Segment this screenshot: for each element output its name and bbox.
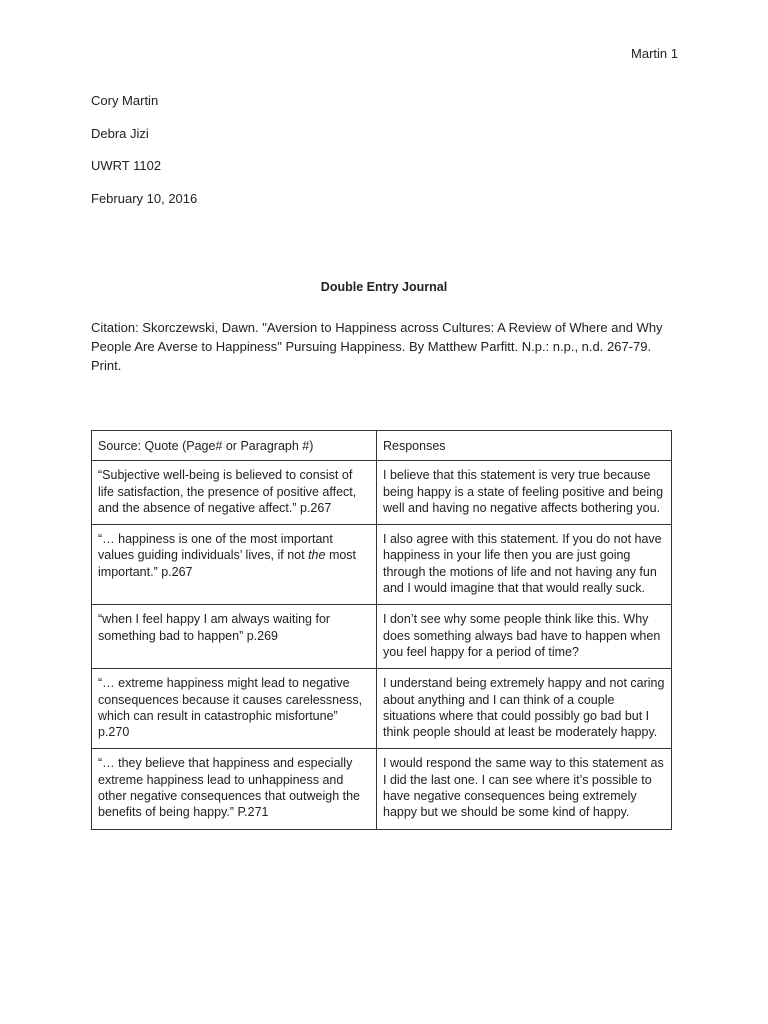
journal-table	[91, 430, 672, 830]
running-head: Martin 1	[631, 46, 678, 61]
quote-emphasis: the	[308, 548, 326, 563]
course-name: UWRT 1102	[91, 158, 162, 173]
quote-cell: “… they believe that happiness and especially extreme happiness lead to unhappiness and other negative consequences that outweigh the benefits of being happy.” P.271	[92, 749, 377, 829]
citation: Citation: Skorczewski, Dawn. "Aversion to Happiness across Cultures: A Review of Where and Why People Are Averse to Happiness" Pursuing Happiness. By Matthew Parfitt. N.p.: n.p., n.d. 267-79. Print.	[91, 320, 663, 373]
table-row	[92, 669, 672, 749]
quote-cell: “Subjective well-being is believed to consist of life satisfaction, the presence of positive affect, and the absence of negative affect.” p.267	[92, 461, 377, 525]
quote-cell: “when I feel happy I am always waiting for something bad to happen” p.269	[92, 605, 377, 669]
response-cell: I would respond the same way to this statement as I did the last one. I can see where it’s possible to have negative consequences being extremely happy but we should be some kind of happy.	[377, 749, 672, 829]
quote-cell	[92, 525, 377, 605]
student-name: Cory Martin	[91, 93, 159, 108]
table-row	[92, 605, 672, 669]
table-row	[92, 749, 672, 829]
response-cell: I believe that this statement is very true because being happy is a state of feeling positive and being well and having no negative affects bothering you.	[377, 461, 672, 525]
table-header-row	[92, 431, 672, 461]
quote-text: “… happiness is one of the most important values guiding individuals’ lives, if not	[98, 532, 333, 563]
table-row	[92, 461, 672, 525]
header-responses: Responses	[377, 431, 672, 461]
quote-text: most important.” p.267	[98, 548, 357, 579]
response-cell: I understand being extremely happy and not caring about anything and I can think of a couple situations where that could possibly go bad but I think people should at least be moderately happy.	[377, 669, 672, 749]
response-cell: I don’t see why some people think like this. Why does something always bad have to happen when you feel happy for a period of time?	[377, 605, 672, 669]
table-row	[92, 525, 672, 605]
mla-heading	[91, 93, 197, 223]
quote-cell: “… extreme happiness might lead to negative consequences because it causes carelessness, which can result in catastrophic misfortune” p.270	[92, 669, 377, 749]
header-quote: Source: Quote (Page# or Paragraph #)	[92, 431, 377, 461]
instructor-name: Debra Jizi	[91, 125, 149, 141]
assignment-date: February 10, 2016	[91, 190, 198, 206]
response-cell: I also agree with this statement. If you do not have happiness in your life then you are just going through the motions of life and not having any fun and I would imagine that that would really suck.	[377, 525, 672, 605]
document-title: Double Entry Journal	[320, 280, 448, 294]
